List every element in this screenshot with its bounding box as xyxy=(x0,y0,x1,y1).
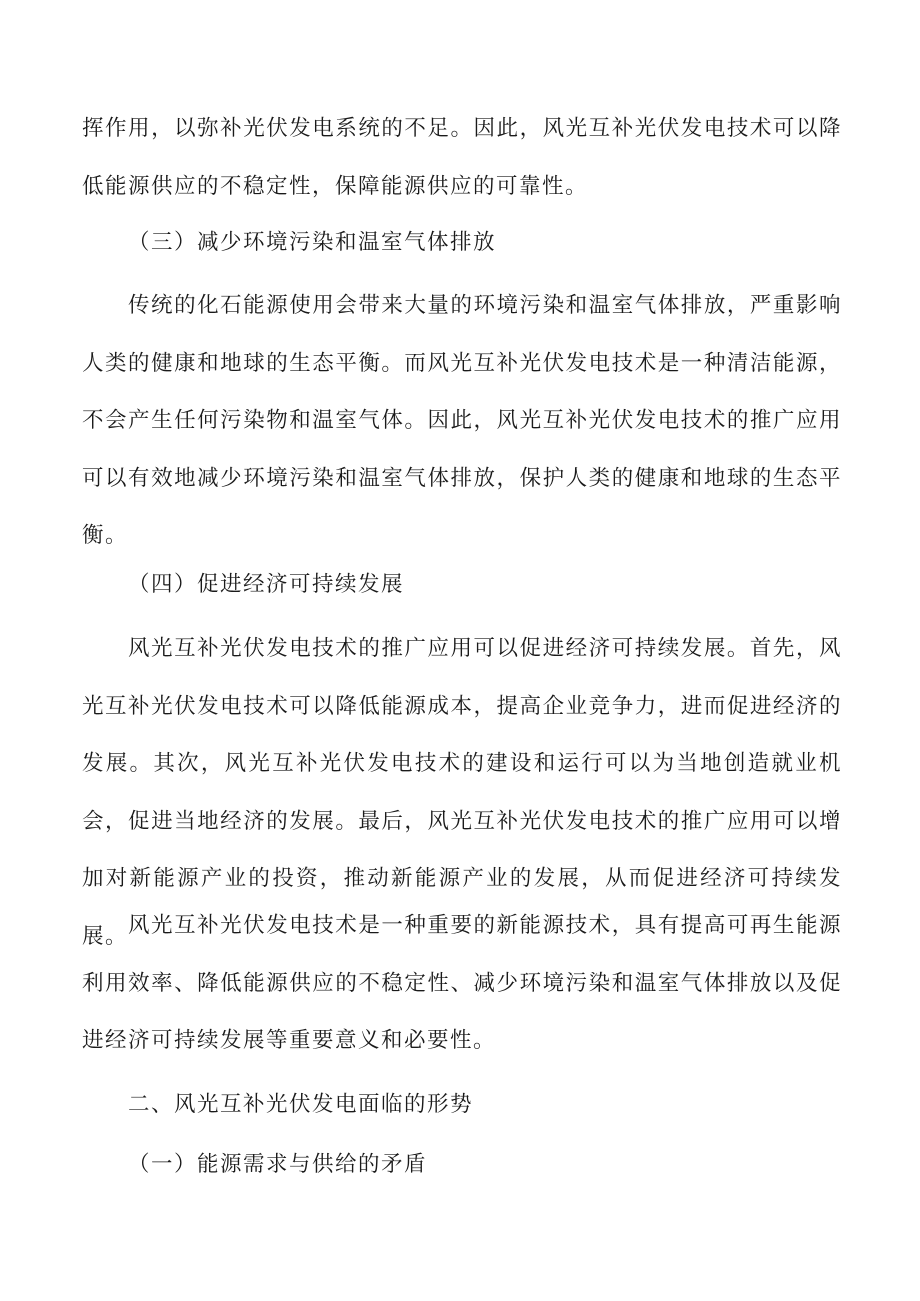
paragraph-pollution: 传统的化石能源使用会带来大量的环境污染和温室气体排放，严重影响人类的健康和地球的生态平衡。而风光互补光伏发电技术是一种清洁能源，不会产生任何污染物和温室气体。因此，风光互补光伏发电技术的推广应用可以有效地减少环境污染和温室气体排放，保护人类的健康和地球的生态平衡。 xyxy=(82,293,842,549)
section-2-title: 二、风光互补光伏发电面临的形势 xyxy=(128,1092,474,1117)
paragraph-summary: 风光互补光伏发电技术是一种重要的新能源技术，具有提高可再生能源利用效率、降低能源供应的不稳定性、减少环境污染和温室气体排放以及促进经济可持续发展等重要意义和必要性。 xyxy=(82,913,842,1054)
paragraph-economy: 风光互补光伏发电技术的推广应用可以促进经济可持续发展。首先，风光互补光伏发电技术可以降低能源成本，提高企业竞争力，进而促进经济的发展。其次，风光互补光伏发电技术的建设和运行可以为当地创造就业机会，促进当地经济的发展。最后，风光互补光伏发电技术的推广应用可以增加对新能源产业的投资，推动新能源产业的发展，从而促进经济可持续发展。 xyxy=(82,636,842,949)
subheading-energy-contradiction: （一）能源需求与供给的矛盾 xyxy=(128,1152,428,1177)
heading-promote-economy: （四）促进经济可持续发展 xyxy=(128,572,405,597)
paragraph-continuation: 挥作用，以弥补光伏发电系统的不足。因此，风光互补光伏发电技术可以降低能源供应的不稳定性，保障能源供应的可靠性。 xyxy=(82,116,842,199)
heading-reduce-pollution: （三）减少环境污染和温室气体排放 xyxy=(128,230,497,255)
